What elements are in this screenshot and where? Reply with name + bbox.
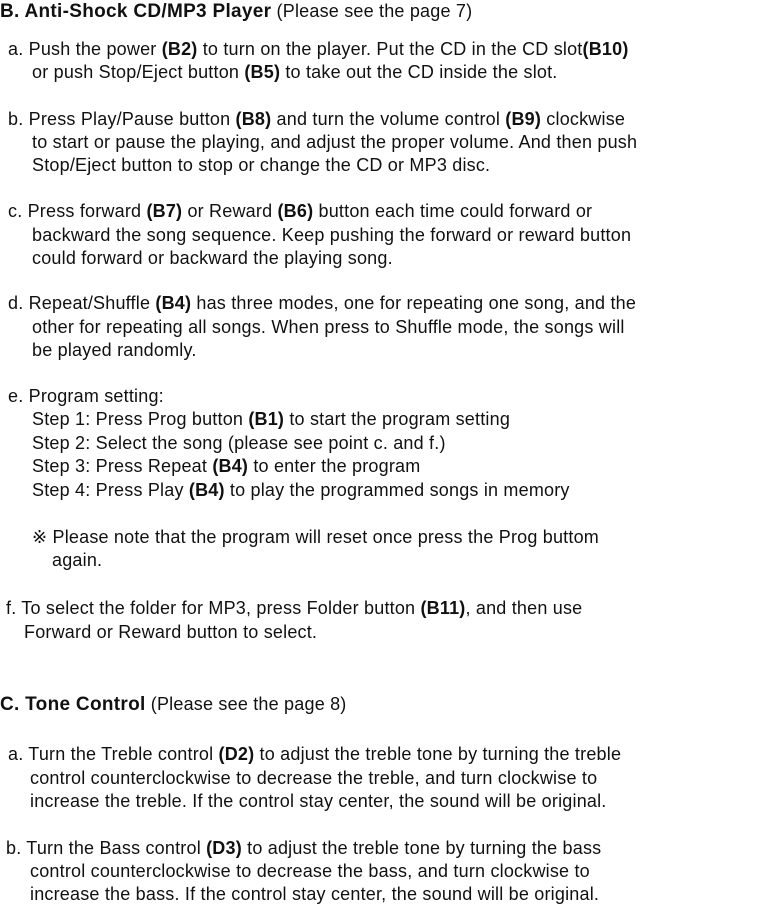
text: to play the programmed songs in memory <box>224 480 570 500</box>
ref-b11: (B11) <box>420 598 466 618</box>
section-b-page-note: (Please see the page 7) <box>271 1 473 21</box>
section-b-heading <box>0 0 472 23</box>
text: or push Stop/Eject button <box>32 62 245 82</box>
text: a. Push the power <box>8 39 162 59</box>
ref-b2: (B2) <box>161 39 198 59</box>
b-item-a-line2 <box>32 61 558 83</box>
c-item-b-line1 <box>6 837 601 859</box>
text: to adjust the treble tone by turning the treble <box>254 744 622 764</box>
ref-b8: (B8) <box>235 109 272 129</box>
program-note-line1 <box>32 526 599 548</box>
ref-b1: (B1) <box>248 409 285 429</box>
b-item-d-line1 <box>8 292 636 314</box>
b-item-b-line2: to start or pause the playing, and adjust the proper volume. And then push <box>32 132 638 152</box>
ref-b10: (B10) <box>582 39 629 59</box>
program-note-line2: again. <box>52 550 103 570</box>
ref-b4: (B4) <box>155 293 192 313</box>
program-step-1 <box>32 408 510 430</box>
c-item-a-line1 <box>8 743 621 765</box>
text: b. Turn the Bass control <box>6 838 207 858</box>
c-item-a-line3: increase the treble. If the control stay center, the sound will be original. <box>30 791 607 811</box>
text: Please note that the program will reset once press the Prog buttom <box>47 527 599 547</box>
text: c. Press forward <box>8 201 147 221</box>
section-c-page-note: (Please see the page 8) <box>145 694 347 714</box>
section-c-title: C. Tone Control <box>0 694 146 715</box>
ref-b4: (B4) <box>188 480 225 500</box>
text: and turn the volume control <box>271 109 506 129</box>
c-item-b-line2: control counterclockwise to decrease the bass, and turn clockwise to <box>30 861 590 881</box>
text: has three modes, one for repeating one song, and the <box>191 293 637 313</box>
text: a. Turn the Treble control <box>8 744 219 764</box>
text: f. To select the folder for MP3, press Folder button <box>6 598 421 618</box>
b-item-e-heading: e. Program setting: <box>8 386 164 406</box>
ref-b6: (B6) <box>277 201 314 221</box>
ref-b5: (B5) <box>244 62 281 82</box>
text: Step 3: Press Repeat <box>32 456 213 476</box>
b-item-d-line2: other for repeating all songs. When press to Shuffle mode, the songs will <box>32 317 625 337</box>
c-item-a-line2: control counterclockwise to decrease the treble, and turn clockwise to <box>30 768 598 788</box>
text: d. Repeat/Shuffle <box>8 293 156 313</box>
ref-d3: (D3) <box>206 838 242 858</box>
reference-mark-icon: ※ <box>32 527 48 547</box>
ref-d2: (D2) <box>218 744 255 764</box>
b-item-f-line1 <box>6 597 582 619</box>
ref-b4: (B4) <box>212 456 249 476</box>
b-item-b-line1 <box>8 108 625 130</box>
text: to adjust the treble tone by turning the bass <box>241 838 602 858</box>
b-item-d-line3: be played randomly. <box>32 340 197 360</box>
text: to take out the CD inside the slot. <box>280 62 558 82</box>
text: to turn on the player. Put the CD in the CD slot <box>197 39 583 59</box>
b-item-a-line1 <box>8 38 629 60</box>
text: to start the program setting <box>284 409 511 429</box>
text: b. Press Play/Pause button <box>8 109 236 129</box>
b-item-c-line2: backward the song sequence. Keep pushing the forward or reward button <box>32 225 632 245</box>
section-b-title: B. Anti-Shock CD/MP3 Player <box>0 1 272 22</box>
program-step-4 <box>32 479 570 501</box>
c-item-b-line3: increase the bass. If the control stay center, the sound will be original. <box>30 884 600 904</box>
text: Step 1: Press Prog button <box>32 409 249 429</box>
b-item-b-line3: Stop/Eject button to stop or change the CD or MP3 disc. <box>32 155 491 175</box>
text: button each time could forward or <box>313 201 593 221</box>
text: , and then use <box>465 598 583 618</box>
section-c-heading <box>0 693 347 716</box>
text: clockwise <box>541 109 626 129</box>
program-step-3 <box>32 455 420 477</box>
b-item-f-line2: Forward or Reward button to select. <box>24 622 318 642</box>
b-item-c-line3: could forward or backward the playing song. <box>32 248 393 268</box>
text: Step 4: Press Play <box>32 480 189 500</box>
b-item-c-line1 <box>8 200 592 222</box>
text: or Reward <box>182 201 278 221</box>
program-step-2: Step 2: Select the song (please see point c. and f.) <box>32 433 446 453</box>
text: to enter the program <box>248 456 421 476</box>
ref-b7: (B7) <box>146 201 183 221</box>
ref-b9: (B9) <box>505 109 542 129</box>
